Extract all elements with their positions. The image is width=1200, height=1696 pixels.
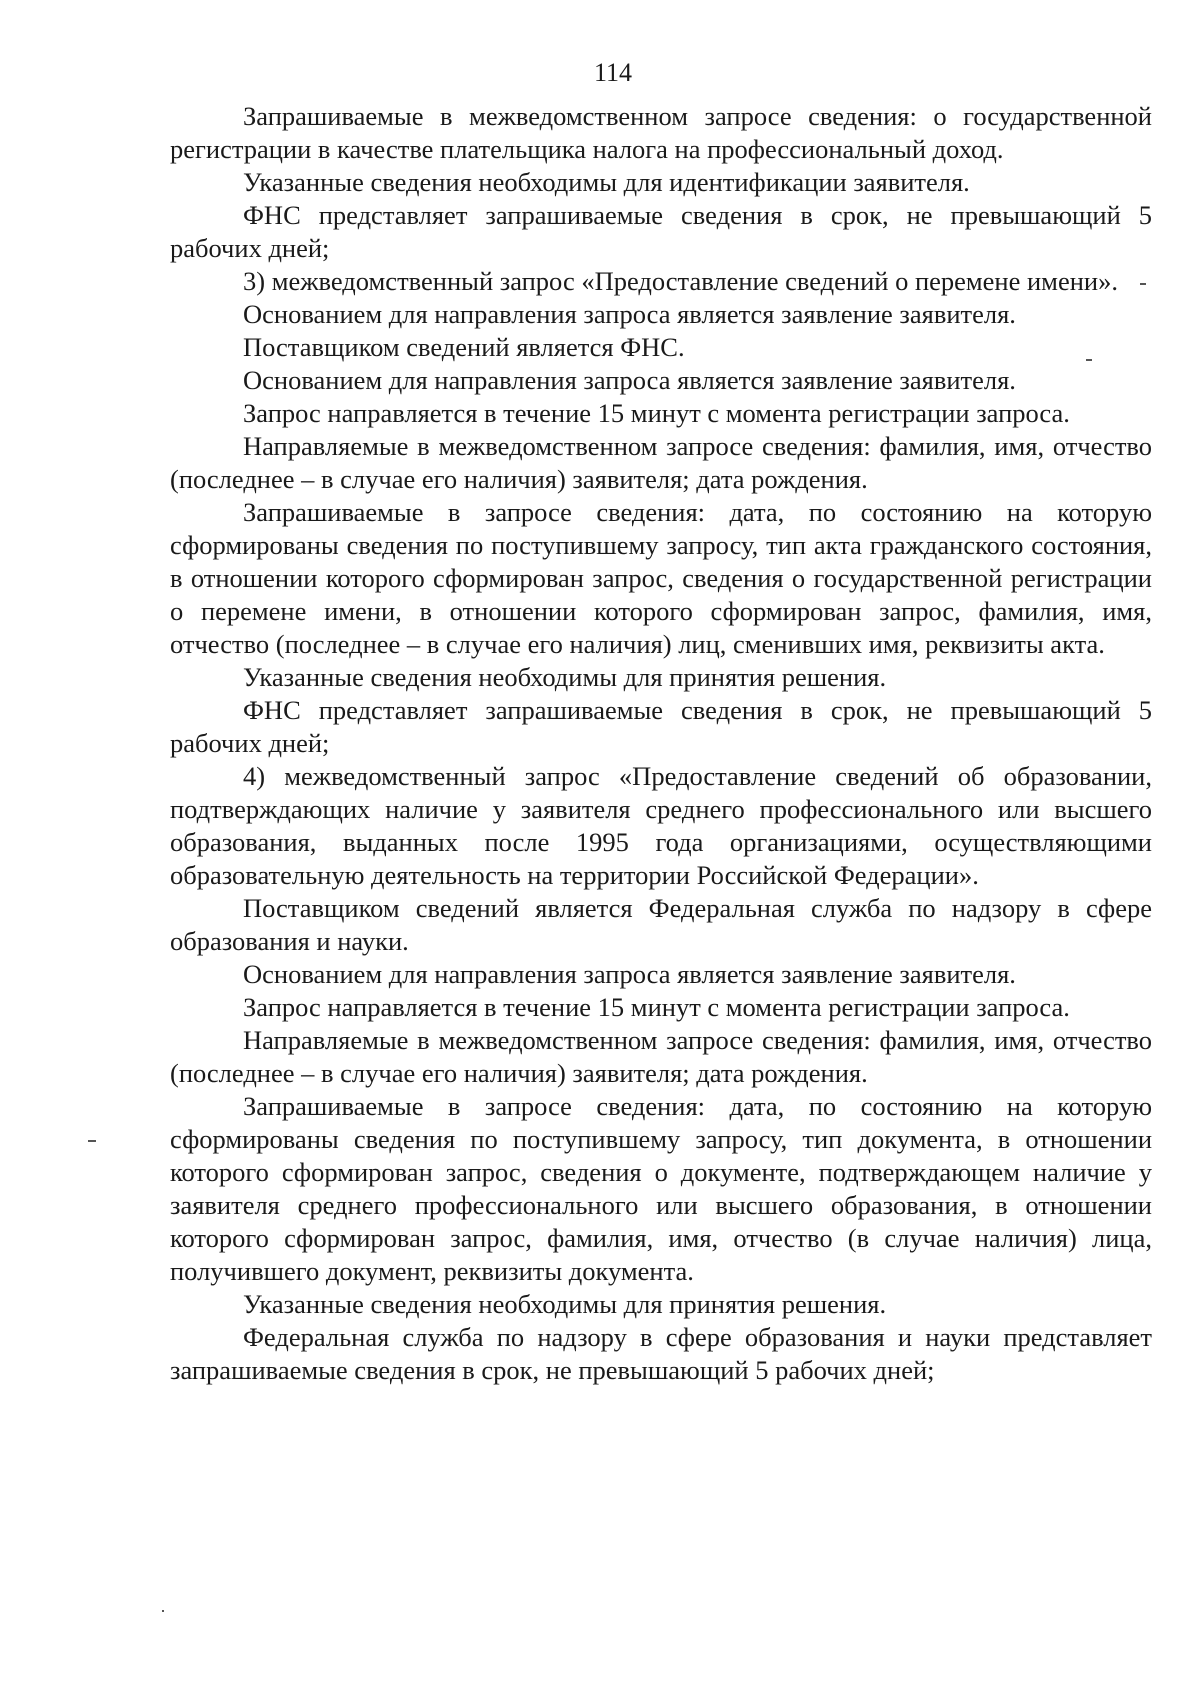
paragraph: Федеральная служба по надзору в сфере образования и науки представляет запрашиваемые сведения в срок, не превышающий 5 рабочих дней; [170, 1322, 1152, 1385]
scan-artifact [88, 1140, 96, 1142]
paragraph: Запрашиваемые в запросе сведения: дата, по состоянию на которую сформированы сведения по поступившему запросу, тип акта гражданского состояния, в отношении которого сформирован запрос, сведения о государственной регистрации о перемене имени, в отношении которого сформирован запрос, фамилия, имя, отчество (последнее – в случае его наличия) лиц, сменивших имя, реквизиты акта. [170, 497, 1152, 659]
paragraph: Поставщиком сведений является ФНС. [243, 332, 685, 362]
paragraph: Направляемые в межведомственном запросе сведения: фамилия, имя, отчество (последнее – в случае его наличия) заявителя; дата рождения. [170, 431, 1152, 494]
paragraph: Поставщиком сведений является Федеральная служба по надзору в сфере образования и науки. [170, 893, 1152, 956]
paragraph: Основанием для направления запроса является заявление заявителя. [243, 959, 1016, 989]
scan-artifact [162, 1610, 164, 1612]
document-body [170, 100, 1152, 1387]
paragraph: Указанные сведения необходимы для принятия решения. [243, 662, 887, 692]
paragraph: 3) межведомственный запрос «Предоставление сведений о перемене имени». [243, 266, 1118, 296]
paragraph: Основанием для направления запроса является заявление заявителя. [243, 299, 1016, 329]
paragraph: Указанные сведения необходимы для идентификации заявителя. [243, 167, 970, 197]
paragraph: Запрос направляется в течение 15 минут с момента регистрации запроса. [243, 398, 1070, 428]
paragraph: 4) межведомственный запрос «Предоставление сведений об образовании, подтверждающих наличие у заявителя среднего профессионального или высшего образования, выданных после 1995 года организациями, осуществляющими образовательную деятельность на территории Российской Федерации». [170, 761, 1152, 890]
paragraph: Основанием для направления запроса является заявление заявителя. [243, 365, 1016, 395]
paragraph: Запрашиваемые в запросе сведения: дата, по состоянию на которую сформированы сведения по поступившему запросу, тип документа, в отношении которого сформирован запрос, сведения о документе, подтверждающем наличие у заявителя среднего профессионального или высшего образования, в отношении которого сформирован запрос, фамилия, имя, отчество (в случае наличия) лица, получившего документ, реквизиты документа. [170, 1091, 1152, 1286]
paragraph: ФНС представляет запрашиваемые сведения в срок, не превышающий 5 рабочих дней; [170, 200, 1152, 263]
scan-artifact [1140, 283, 1146, 285]
paragraph: ФНС представляет запрашиваемые сведения в срок, не превышающий 5 рабочих дней; [170, 695, 1152, 758]
paragraph: Направляемые в межведомственном запросе сведения: фамилия, имя, отчество (последнее – в случае его наличия) заявителя; дата рождения. [170, 1025, 1152, 1088]
scan-artifact [1086, 359, 1092, 361]
paragraph: Указанные сведения необходимы для принятия решения. [243, 1289, 887, 1319]
paragraph: Запрос направляется в течение 15 минут с момента регистрации запроса. [243, 992, 1070, 1022]
paragraph: Запрашиваемые в межведомственном запросе сведения: о государственной регистрации в качестве плательщика налога на профессиональный доход. [170, 101, 1152, 164]
page-number: 114 [593, 58, 633, 87]
